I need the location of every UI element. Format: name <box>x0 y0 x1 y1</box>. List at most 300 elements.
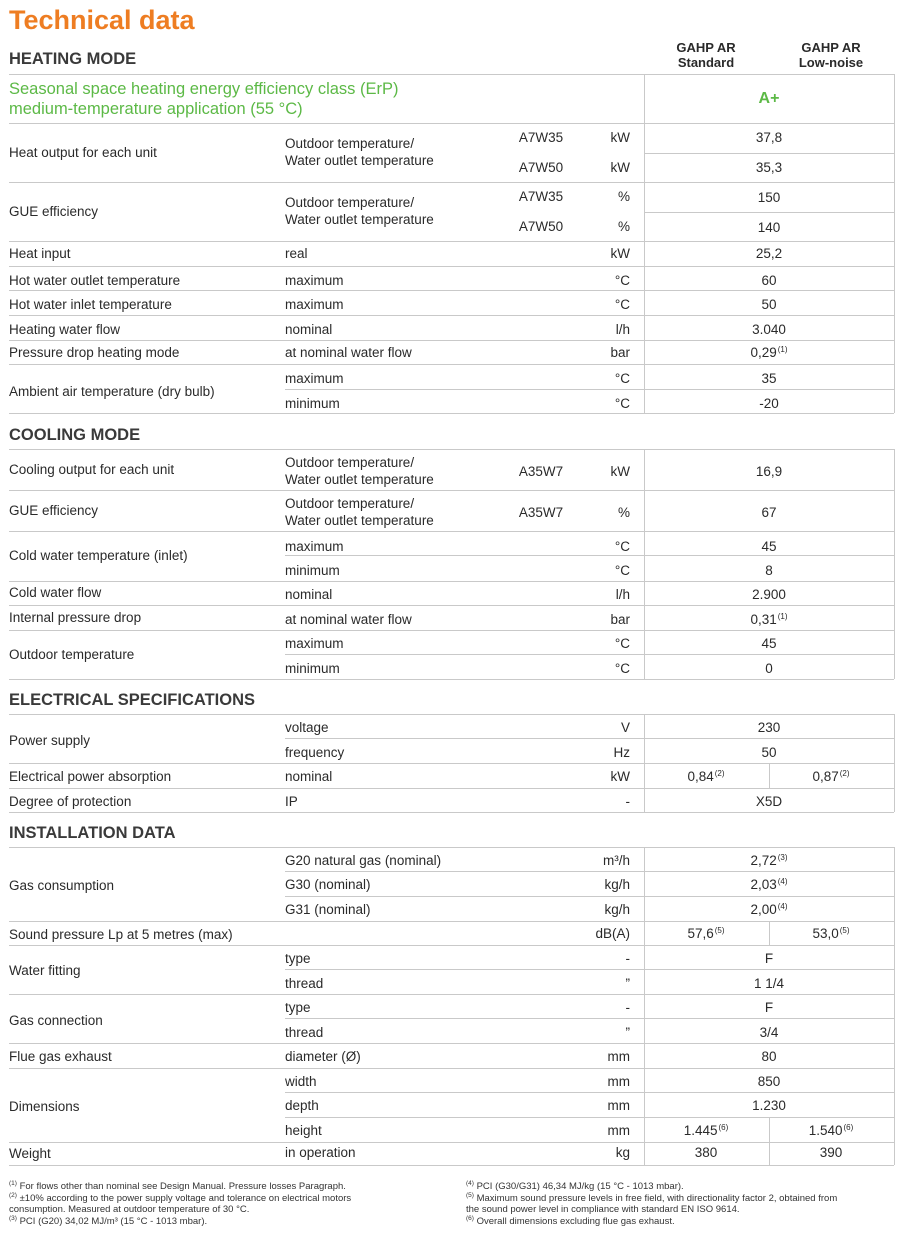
row-value-text: F <box>764 1000 774 1015</box>
row-unit-text: °C <box>614 396 630 411</box>
row-condition <box>285 1098 319 1114</box>
row-unit-text: ” <box>625 1025 630 1040</box>
row-divider <box>285 1018 894 1019</box>
row-condition <box>285 297 344 313</box>
row-unit-text: kg/h <box>604 902 630 917</box>
row-unit <box>615 396 630 412</box>
section-heading-installation: INSTALLATION DATA <box>9 824 176 842</box>
row-condition-text: Outdoor temperature/ <box>285 195 415 210</box>
row-divider <box>9 994 894 995</box>
footnote-ref: (3) <box>777 852 788 862</box>
column-divider <box>644 714 645 812</box>
erp-class-label-line1: Seasonal space heating energy efficiency class (ErP) <box>9 80 399 98</box>
footnote-ref: (2) <box>839 768 850 778</box>
row-label-text: Weight <box>9 1146 51 1161</box>
row-condition-text: diameter (Ø) <box>285 1049 361 1064</box>
row-divider <box>9 1068 894 1069</box>
row-value <box>687 926 724 942</box>
row-code-text: A7W50 <box>518 219 564 234</box>
row-condition-text: thread <box>285 976 324 991</box>
row-value <box>695 1145 718 1161</box>
row-divider <box>9 340 894 341</box>
row-unit <box>626 794 631 810</box>
row-value-text: 45 <box>761 539 777 554</box>
row-value <box>758 220 781 236</box>
row-divider <box>285 555 894 556</box>
row-unit-text: Hz <box>613 745 630 760</box>
row-condition <box>285 455 414 471</box>
row-divider <box>9 123 894 124</box>
row-unit <box>611 246 631 262</box>
row-unit-text: l/h <box>615 587 630 602</box>
row-condition-text: Outdoor temperature/ <box>285 455 415 470</box>
row-condition-text: Outdoor temperature/ <box>285 496 415 511</box>
row-condition <box>285 636 344 652</box>
row-divider <box>285 969 894 970</box>
footnote-line <box>9 1216 351 1228</box>
footnote-ref: (2) <box>714 768 725 778</box>
row-condition <box>285 720 329 736</box>
row-unit-text: % <box>617 505 630 520</box>
row-value-text: 230 <box>757 720 781 735</box>
row-condition-text: Water outlet temperature <box>285 212 434 227</box>
row-divider <box>9 290 894 291</box>
row-label-text: Sound pressure Lp at 5 metres (max) <box>9 927 233 942</box>
column-divider <box>894 847 895 1165</box>
row-condition <box>285 195 414 211</box>
row-value-text: 0,31 <box>750 612 777 627</box>
row-unit-text: kg/h <box>604 877 630 892</box>
row-condition <box>285 153 434 169</box>
row-code <box>519 219 563 235</box>
row-condition-text: G20 natural gas (nominal) <box>285 853 442 868</box>
row-value-text: 390 <box>819 1145 843 1160</box>
row-condition-text: maximum <box>285 539 344 554</box>
row-divider <box>9 605 894 606</box>
row-divider <box>9 630 894 631</box>
row-value-text: -20 <box>759 396 779 411</box>
row-divider <box>9 812 894 813</box>
row-unit <box>604 877 630 893</box>
row-label <box>9 462 174 478</box>
row-value-text: 0 <box>765 661 773 676</box>
section-heading-electrical: ELECTRICAL SPECIFICATIONS <box>9 691 255 709</box>
column-divider <box>894 449 895 679</box>
row-value-text: 50 <box>761 297 777 312</box>
row-unit <box>618 189 630 205</box>
row-divider <box>9 315 894 316</box>
column-header-lownoise <box>799 40 863 70</box>
row-unit <box>626 951 631 967</box>
row-condition-text: at nominal water flow <box>285 612 412 627</box>
row-code-text: A7W50 <box>518 160 564 175</box>
row-value <box>758 720 781 736</box>
row-condition-text: nominal <box>285 769 333 784</box>
row-unit-text: - <box>625 794 630 809</box>
row-unit <box>611 160 631 176</box>
row-divider <box>9 788 894 789</box>
row-label-text: Cold water temperature (inlet) <box>9 548 188 563</box>
row-value <box>760 1025 779 1041</box>
row-divider <box>9 490 894 491</box>
column-header-standard-line1: GAHP AR <box>676 40 736 55</box>
row-value-text: 1.540 <box>808 1123 843 1138</box>
row-unit <box>615 273 630 289</box>
row-unit <box>610 612 630 628</box>
row-condition-text: height <box>285 1123 322 1138</box>
row-label <box>9 384 215 400</box>
row-condition-text: voltage <box>285 720 329 735</box>
row-divider <box>9 763 894 764</box>
row-unit <box>618 505 630 521</box>
row-unit-text: °C <box>614 297 630 312</box>
row-value-text: 60 <box>761 273 777 288</box>
row-condition-text: type <box>285 951 311 966</box>
footnote-line <box>466 1204 837 1216</box>
footnote-ref: (6) <box>718 1122 729 1132</box>
column-divider <box>769 921 770 945</box>
column-header-lownoise-line1: GAHP AR <box>801 40 861 55</box>
footnote-marker: (5) <box>466 1191 474 1199</box>
erp-class-label-line2: medium-temperature application (55 °C) <box>9 100 303 118</box>
row-condition <box>285 539 344 555</box>
row-unit-text: mm <box>607 1123 630 1138</box>
row-unit <box>616 587 630 603</box>
row-condition-text: minimum <box>285 661 340 676</box>
footnote-marker: (6) <box>466 1214 474 1222</box>
row-value <box>758 1074 781 1090</box>
footnote-text: For flows other than nominal see Design Manual. Pressure losses Paragraph. <box>16 1181 346 1192</box>
row-unit-text: V <box>620 720 630 735</box>
row-unit-text: kW <box>610 769 630 784</box>
row-condition <box>285 513 434 529</box>
row-label-text: Flue gas exhaust <box>9 1049 112 1064</box>
row-label-text: Pressure drop heating mode <box>9 345 180 360</box>
footnote-ref: (5) <box>839 925 850 935</box>
row-divider <box>9 1165 894 1166</box>
row-label-text: Gas connection <box>9 1013 103 1028</box>
row-divider <box>644 153 894 154</box>
row-value <box>750 902 787 918</box>
row-unit <box>608 1049 631 1065</box>
row-condition-text: G31 (nominal) <box>285 902 371 917</box>
row-divider <box>9 1043 894 1044</box>
row-condition <box>285 1000 311 1016</box>
row-code-text: A35W7 <box>518 464 564 479</box>
footnote-line <box>9 1204 351 1216</box>
row-divider <box>285 1092 894 1093</box>
row-label <box>9 769 171 785</box>
column-divider <box>769 1117 770 1165</box>
row-condition-text: maximum <box>285 636 344 651</box>
row-unit <box>626 976 631 992</box>
row-unit <box>608 1123 631 1139</box>
row-unit <box>610 345 630 361</box>
row-value-text: 0,84 <box>687 769 714 784</box>
footnote-marker: (4) <box>466 1179 474 1187</box>
row-value-text: 80 <box>761 1049 777 1064</box>
row-condition-text: nominal <box>285 587 333 602</box>
row-divider <box>9 413 894 414</box>
row-value-text: 37,8 <box>755 130 783 145</box>
row-label <box>9 963 81 979</box>
row-unit-text: % <box>617 189 630 204</box>
row-label-text: Ambient air temperature (dry bulb) <box>9 384 215 399</box>
row-unit-text: - <box>625 951 630 966</box>
row-code <box>519 189 563 205</box>
row-unit <box>615 371 630 387</box>
row-condition-text: Water outlet temperature <box>285 153 434 168</box>
row-divider <box>9 531 894 532</box>
row-condition <box>285 345 412 361</box>
column-header-standard <box>676 40 735 70</box>
footnote-text: PCI (G30/G31) 46,34 MJ/kg (15 °C - 1013 mbar). <box>473 1181 684 1192</box>
row-condition-text: G30 (nominal) <box>285 877 371 892</box>
row-label <box>9 585 101 601</box>
row-unit-text: °C <box>614 636 630 651</box>
row-value-text: 850 <box>757 1074 781 1089</box>
row-divider <box>9 945 894 946</box>
row-condition <box>285 587 332 603</box>
row-condition <box>285 322 332 338</box>
row-condition-text: minimum <box>285 396 340 411</box>
row-label-text: Dimensions <box>9 1099 80 1114</box>
row-value-text: 2,00 <box>750 902 777 917</box>
row-unit <box>621 720 630 736</box>
row-label <box>9 794 131 810</box>
row-unit <box>603 853 630 869</box>
row-unit-text: °C <box>614 273 630 288</box>
erp-class-value: A+ <box>758 90 780 107</box>
row-value <box>820 1145 843 1161</box>
row-condition-text: Outdoor temperature/ <box>285 136 415 151</box>
row-value-text: 50 <box>761 745 777 760</box>
row-condition-text: minimum <box>285 563 340 578</box>
row-value-text: 3.040 <box>752 322 786 337</box>
row-label <box>9 246 71 262</box>
column-divider <box>644 74 645 413</box>
footnote-marker: (2) <box>9 1191 17 1199</box>
row-value <box>765 1000 773 1016</box>
row-condition <box>285 472 434 488</box>
row-value <box>752 322 786 338</box>
row-value-text: 2,72 <box>750 853 777 868</box>
row-value-text: 57,6 <box>687 926 714 941</box>
row-divider <box>9 241 894 242</box>
row-value-text: 8 <box>765 563 773 578</box>
row-unit <box>608 1074 631 1090</box>
row-divider <box>9 266 894 267</box>
column-divider <box>769 763 770 788</box>
row-label-text: Heat output for each unit <box>9 145 157 160</box>
row-divider <box>9 679 894 680</box>
row-label <box>9 733 90 749</box>
row-unit <box>626 1025 631 1041</box>
row-label-text: Gas consumption <box>9 878 115 893</box>
row-label <box>9 273 180 289</box>
row-condition-text: thread <box>285 1025 324 1040</box>
row-label <box>9 1146 51 1162</box>
row-condition <box>285 612 412 628</box>
row-condition <box>285 853 441 869</box>
row-condition-text: maximum <box>285 371 344 386</box>
row-unit-text: mm <box>607 1098 630 1113</box>
row-value <box>761 371 776 387</box>
row-value <box>758 190 781 206</box>
row-condition-text: in operation <box>285 1145 356 1160</box>
row-divider <box>285 654 894 655</box>
footnote-line <box>466 1181 837 1193</box>
row-value-text: 53,0 <box>812 926 839 941</box>
row-value-text: 35,3 <box>755 160 783 175</box>
row-code <box>519 130 563 146</box>
row-divider <box>9 847 894 848</box>
column-header-lownoise-line2: Low-noise <box>798 55 864 70</box>
row-label <box>9 204 98 220</box>
section-heading-cooling: COOLING MODE <box>9 426 141 444</box>
footnote-ref: (4) <box>777 901 788 911</box>
row-divider <box>9 1142 894 1143</box>
row-code <box>519 160 563 176</box>
row-unit <box>618 219 630 235</box>
row-condition <box>285 769 332 785</box>
column-divider <box>644 847 645 1165</box>
row-divider <box>285 1117 894 1118</box>
row-label-text: GUE efficiency <box>9 204 99 219</box>
row-value-text: 1 1/4 <box>753 976 785 991</box>
row-code-text: A7W35 <box>518 130 564 145</box>
row-label-text: Degree of protection <box>9 794 132 809</box>
row-value <box>761 636 776 652</box>
footnote-text: consumption. Measured at outdoor temperature of 30 °C. <box>9 1204 250 1215</box>
column-divider <box>644 449 645 679</box>
footnote-ref: (6) <box>843 1122 854 1132</box>
footnote-text: Maximum sound pressure levels in free field, with directionality factor 2, obtained from <box>473 1192 838 1204</box>
row-condition <box>285 1049 361 1065</box>
footnotes-right <box>466 1181 837 1227</box>
row-condition <box>285 212 434 228</box>
row-label-text: Water fitting <box>9 963 81 978</box>
footnote-marker: (1) <box>9 1179 17 1187</box>
row-label-text: Heating water flow <box>9 322 121 337</box>
row-value <box>756 246 782 262</box>
row-condition-text: nominal <box>285 322 333 337</box>
row-unit <box>615 297 630 313</box>
row-unit-text: kW <box>610 464 630 479</box>
row-unit <box>615 636 630 652</box>
row-label-text: Outdoor temperature <box>9 647 135 662</box>
row-code <box>519 464 563 480</box>
row-condition-text: IP <box>285 794 298 809</box>
row-label <box>9 1013 103 1029</box>
row-value <box>750 853 787 869</box>
footnote-line <box>466 1193 837 1205</box>
row-unit-text: l/h <box>615 322 630 337</box>
row-code <box>519 505 563 521</box>
row-unit-text: % <box>617 219 630 234</box>
row-condition <box>285 1025 323 1041</box>
row-label-text: Heat input <box>9 246 71 261</box>
row-condition <box>285 496 414 512</box>
row-condition-text: real <box>285 246 308 261</box>
row-condition-text: type <box>285 1000 311 1015</box>
row-divider <box>9 581 894 582</box>
row-label <box>9 322 120 338</box>
row-label-text: GUE efficiency <box>9 503 99 518</box>
row-unit-text: ” <box>625 976 630 991</box>
row-label <box>9 610 141 626</box>
row-unit-text: mm <box>607 1074 630 1089</box>
row-condition <box>285 1074 317 1090</box>
footnote-line <box>9 1193 351 1205</box>
row-divider <box>285 738 894 739</box>
row-label <box>9 145 157 161</box>
row-code-text: A7W35 <box>518 189 564 204</box>
row-condition <box>285 877 371 893</box>
row-divider <box>285 389 894 390</box>
row-value <box>761 1049 776 1065</box>
row-condition <box>285 246 308 262</box>
row-unit <box>611 769 631 785</box>
row-unit <box>608 1098 631 1114</box>
row-unit-text: mm <box>607 1049 630 1064</box>
row-condition <box>285 661 340 677</box>
row-unit-text: - <box>625 1000 630 1015</box>
row-value-text: 150 <box>757 190 781 205</box>
row-value <box>750 877 787 893</box>
row-divider <box>9 921 894 922</box>
row-condition-text: width <box>285 1074 317 1089</box>
column-divider <box>894 74 895 413</box>
row-label-text: Power supply <box>9 733 91 748</box>
row-unit-text: kg <box>615 1145 630 1160</box>
row-unit-text: °C <box>614 371 630 386</box>
row-value-text: 45 <box>761 636 777 651</box>
row-label-text: Hot water inlet temperature <box>9 297 172 312</box>
footnote-text: the sound power level in compliance with standard EN ISO 9614. <box>466 1204 740 1215</box>
row-condition <box>285 745 344 761</box>
row-value-text: 35 <box>761 371 777 386</box>
row-divider <box>285 896 894 897</box>
row-value <box>765 951 773 967</box>
row-divider <box>9 714 894 715</box>
row-condition-text: maximum <box>285 297 344 312</box>
row-value-text: 0,29 <box>750 345 777 360</box>
row-label-text: Internal pressure drop <box>9 610 142 625</box>
row-value <box>761 505 776 521</box>
row-condition-text: Water outlet temperature <box>285 472 434 487</box>
row-value-text: 25,2 <box>755 246 783 261</box>
row-condition <box>285 902 371 918</box>
row-unit-text: °C <box>614 661 630 676</box>
row-value <box>752 587 786 603</box>
row-label <box>9 1099 80 1115</box>
row-unit <box>616 322 630 338</box>
row-value-text: F <box>764 951 774 966</box>
row-unit <box>611 464 631 480</box>
row-unit <box>611 130 631 146</box>
row-label <box>9 878 114 894</box>
row-value-text: 1.230 <box>752 1098 786 1113</box>
row-value-text: 16,9 <box>755 464 783 479</box>
row-condition-text: depth <box>285 1098 319 1113</box>
row-unit <box>595 926 630 942</box>
row-condition <box>285 371 344 387</box>
row-condition <box>285 396 340 412</box>
row-value <box>761 273 776 289</box>
row-value <box>759 396 779 412</box>
footnote-text: Overall dimensions excluding flue gas exhaust. <box>473 1215 675 1227</box>
